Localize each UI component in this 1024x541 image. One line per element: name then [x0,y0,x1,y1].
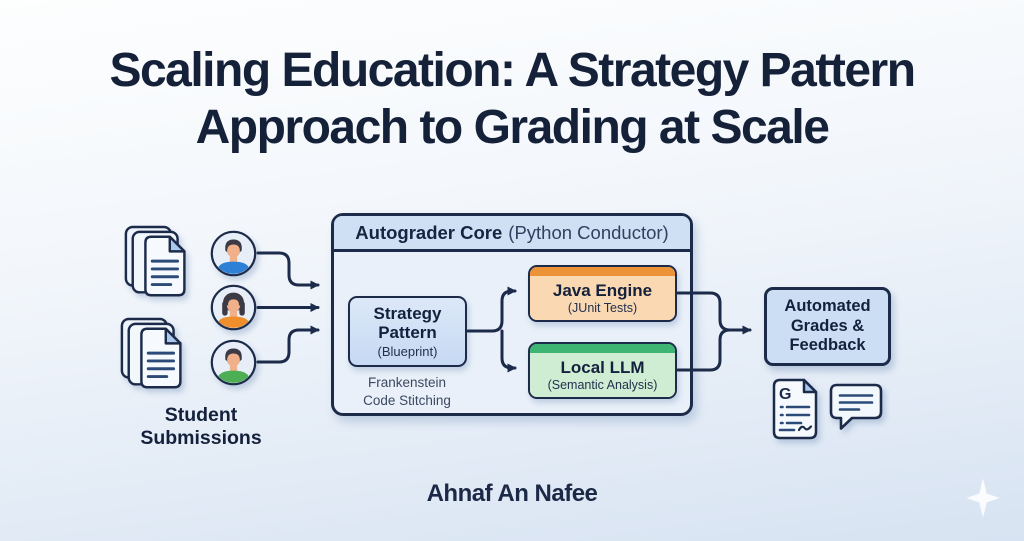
autograder-core-subtitle: (Python Conductor) [508,221,669,243]
autograder-core-header [334,216,690,252]
frankenstein-note-line2: Code Stitching [363,392,451,408]
autograder-core-title: Autograder Core [355,221,503,243]
document-stack-icon [122,224,200,308]
page-title [0,42,1024,156]
automated-grades-feedback-box [764,287,891,366]
student-avatar-icon [210,230,257,277]
student-submissions-line2: Submissions [140,427,262,449]
feedback-bubble-icon [828,382,884,432]
local-llm-box [528,342,677,399]
local-llm-subtitle: (Semantic Analysis) [547,377,658,392]
frankenstein-note-line1: Frankenstein [367,375,447,390]
student-submissions-label [110,404,292,450]
author-credit: Ahnaf An Nafee [426,480,598,507]
student-avatar-icon [210,339,257,386]
strategy-pattern-box [348,296,467,367]
java-engine-box [528,265,677,322]
frankenstein-note [333,374,481,409]
java-engine-body [530,276,675,320]
arrow-student-1 [258,253,318,285]
grade-sheet-icon [770,378,822,440]
grade-letter: G [779,386,792,403]
student-submissions-line1: Student [164,404,238,426]
local-llm-body [530,353,675,397]
document-stack-icon [118,316,196,400]
local-llm-header-strip [530,344,675,353]
strategy-pattern-title-line1: Strategy [373,304,442,323]
page-title-line1: Scaling Education: A Strategy Pattern [109,44,915,97]
strategy-pattern-title-line2: Pattern [378,323,437,342]
arrow-student-3 [258,330,318,362]
java-engine-title: Java Engine [552,280,653,300]
java-engine-subtitle: (JUnit Tests) [567,300,638,315]
student-avatar-icon [210,284,257,331]
output-line3: Feedback [789,336,866,355]
strategy-pattern-subtitle: (Blueprint) [377,344,438,359]
java-engine-header-strip [530,267,675,276]
output-line2: Grades & [790,316,865,335]
page-title-line2: Approach to Grading at Scale [195,101,829,154]
local-llm-title: Local LLM [560,357,645,377]
output-line1: Automated [784,297,871,316]
